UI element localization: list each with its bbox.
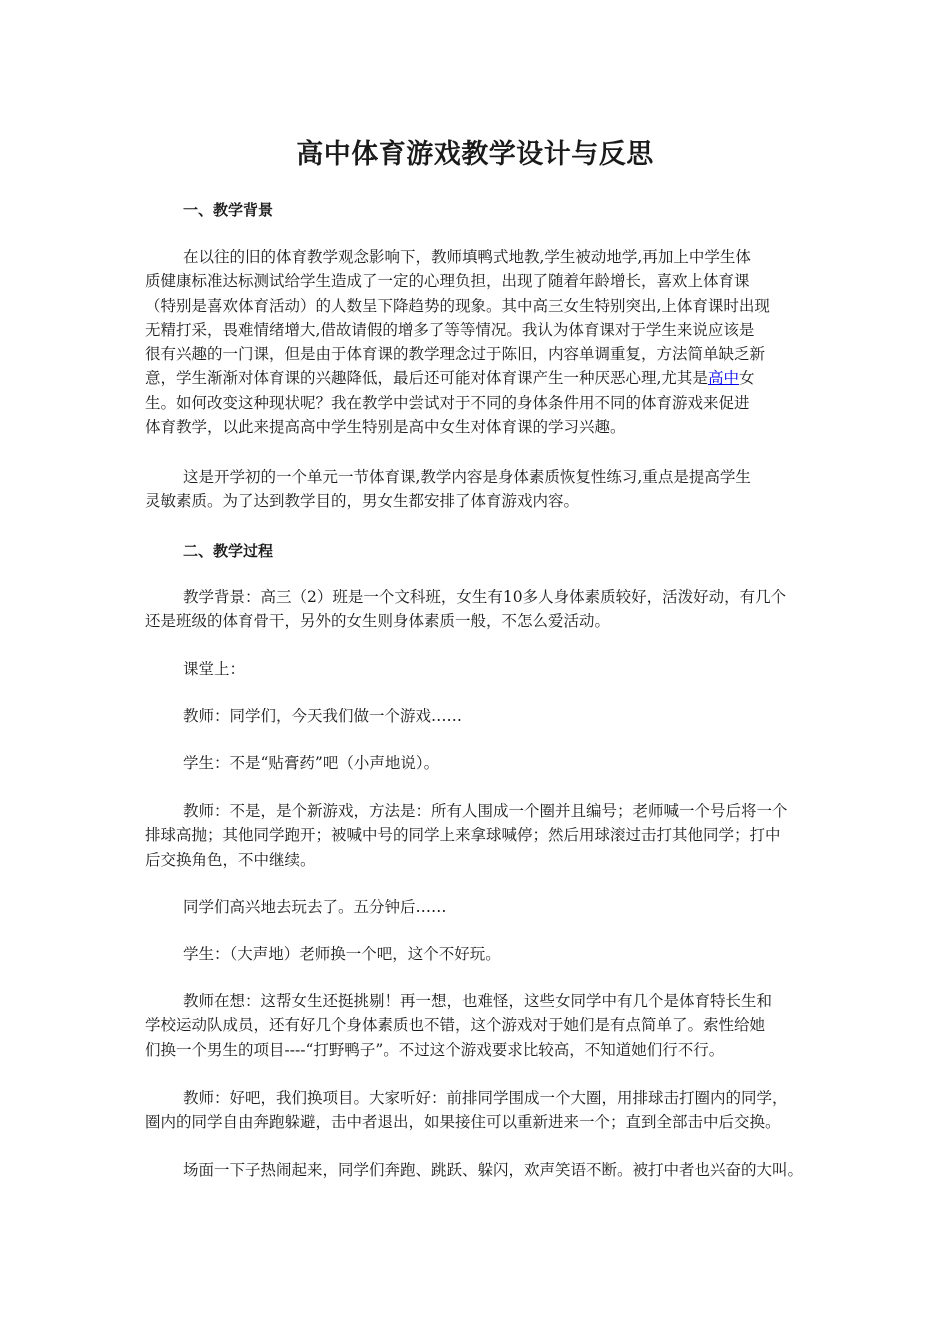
text-line: 教师在想：这帮女生还挺挑剔！再一想，也难怪，这些女同学中有几个是体育特长生和 [183,992,773,1010]
paragraph-teacher-thinking [145,989,815,1062]
text-line: 课堂上： [183,660,246,678]
text-line: 在以往的旧的体育教学观念影响下，教师填鸭式地教,学生被动地学,再加上中学生体 [183,248,751,266]
text-line: 生。如何改变这种现状呢？我在教学中尝试对于不同的身体条件用不同的体育游戏来促进 [145,393,750,412]
paragraph-teacher-1 [145,704,815,728]
text-line: 灵敏素质。为了达到教学目的，男女生都安排了体育游戏内容。 [145,492,580,511]
section-heading-process: 二、教学过程 [183,542,274,560]
text-segment: 意，学生渐渐对体育课的兴趣降低，最后还可能对体育课产生一种厌恶心理,尤其是 [145,369,708,388]
text-line: 质健康标准达标测试给学生造成了一定的心理负担，出现了随着年龄增长，喜欢上体育课 [145,272,750,291]
text-line: 学生：不是“贴膏药”吧（小声地说）。 [183,754,440,772]
text-segment: 女 [738,369,755,388]
document-title: 高中体育游戏教学设计与反思 [296,139,654,170]
paragraph-teacher-rules [145,799,815,872]
paragraph-in-class [145,657,815,681]
paragraph-class-background [145,585,815,634]
text-line: 这是开学初的一个单元一节体育课,教学内容是身体素质恢复性练习,重点是提高学生 [183,468,751,486]
text-line: 教师：同学们，今天我们做一个游戏…… [183,707,463,725]
text-line: 无精打采，畏难情绪增大,借故请假的增多了等等情况。我认为体育课对于学生来说应该是 [145,320,755,339]
paragraph-student-1 [145,751,815,775]
paragraph-teacher-new-game [145,1086,815,1135]
paragraph-lesson-intro [145,465,815,514]
paragraph-five-minutes-later [145,895,815,919]
hyperlink-gaozhong[interactable]: 高中 [707,369,739,388]
section-heading-background: 一、教学背景 [183,201,274,219]
text-line: 学校运动队成员，还有好几个身体素质也不错，这个游戏对于她们是有点简单了。索性给她 [145,1016,766,1035]
text-line: 还是班级的体育骨干，另外的女生则身体素质一般，不怎么爱活动。 [145,612,611,631]
paragraph-scene [145,1158,815,1182]
text-line: 教师：不是，是个新游戏，方法是：所有人围成一个圈并且编号；老师喊一个号后将一个 [183,802,788,820]
paragraph-background [145,245,815,439]
text-line-with-link [145,366,815,390]
text-line: 学生：（大声地）老师换一个吧，这个不好玩。 [183,945,501,963]
text-line: 排球高抛；其他同学跑开；被喊中号的同学上来拿球喊停；然后用球滚过击打其他同学；打中 [145,826,781,845]
text-line: 圈内的同学自由奔跑躲避，击中者退出，如果接住可以重新进来一个；直到全部击中后交换。 [145,1113,781,1132]
text-line: 体育教学，以此来提高高中学生特别是高中女生对体育课的学习兴趣。 [145,418,626,437]
text-line: （特别是喜欢体育活动）的人数呈下降趋势的现象。其中高三女生特别突出,上体育课时出现 [145,296,770,315]
text-line: 教学背景：高三（2）班是一个文科班，女生有10多人身体素质较好，活泼好动，有几个 [183,588,787,606]
text-line: 们换一个男生的项目----“打野鸭子”。不过这个游戏要求比较高，不知道她们行不行。 [145,1040,725,1059]
text-line: 教师：好吧，我们换项目。大家听好：前排同学围成一个大圈，用排球击打圈内的同学， [183,1089,788,1107]
text-line: 很有兴趣的一门课，但是由于体育课的教学理念过于陈旧，内容单调重复，方法简单缺乏新 [145,345,766,364]
paragraph-student-2 [145,942,815,966]
text-line: 同学们高兴地去玩去了。五分钟后…… [183,898,447,916]
text-line: 后交换角色，不中继续。 [145,850,316,869]
text-line: 场面一下子热闹起来，同学们奔跑、跳跃、躲闪，欢声笑语不断。被打中者也兴奋的大叫。 [183,1161,804,1179]
